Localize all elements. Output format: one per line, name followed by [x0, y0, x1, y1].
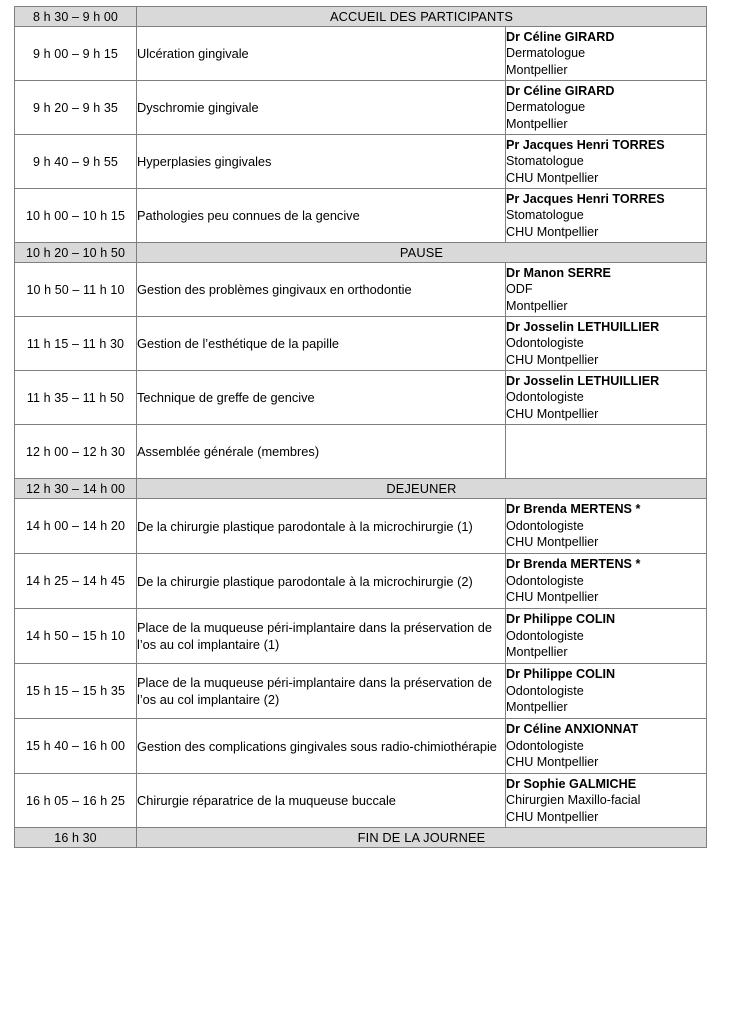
speaker-role: Odontologiste — [506, 573, 584, 588]
row-title: Gestion des complications gingivales sous radio-chimiothérapie — [137, 719, 506, 774]
table-row — [15, 317, 707, 371]
row-speaker — [506, 371, 707, 425]
row-speaker — [506, 425, 707, 479]
speaker-affiliation: CHU Montpellier — [506, 406, 599, 421]
row-banner-label: ACCUEIL DES PARTICIPANTS — [137, 7, 707, 27]
row-time: 9 h 40 – 9 h 55 — [15, 135, 137, 189]
row-time: 14 h 00 – 14 h 20 — [15, 499, 137, 554]
table-row — [15, 81, 707, 135]
row-title: De la chirurgie plastique parodontale à la microchirurgie (2) — [137, 554, 506, 609]
row-time: 12 h 30 – 14 h 00 — [15, 479, 137, 499]
speaker-role: Odontologiste — [506, 336, 584, 351]
speaker-name: Pr Jacques Henri TORRES — [506, 137, 665, 152]
speaker-affiliation: Montpellier — [506, 645, 568, 660]
row-banner-label: FIN DE LA JOURNEE — [137, 828, 707, 848]
row-title: Place de la muqueuse péri-implantaire dans la préservation de l’os au col implantaire (2) — [137, 664, 506, 719]
row-time: 10 h 00 – 10 h 15 — [15, 189, 137, 243]
speaker-affiliation: CHU Montpellier — [506, 224, 599, 239]
programme-table-body — [15, 7, 707, 848]
table-row — [15, 774, 707, 828]
speaker-role: Odontologiste — [506, 518, 584, 533]
table-row — [15, 7, 707, 27]
row-speaker — [506, 554, 707, 609]
speaker-role: Dermatologue — [506, 46, 586, 61]
table-row — [15, 425, 707, 479]
row-title: Assemblée générale (membres) — [137, 425, 506, 479]
row-speaker — [506, 609, 707, 664]
speaker-role: Odontologiste — [506, 738, 584, 753]
table-row — [15, 609, 707, 664]
row-time: 14 h 25 – 14 h 45 — [15, 554, 137, 609]
speaker-name: Dr Céline GIRARD — [506, 83, 615, 98]
table-row — [15, 499, 707, 554]
programme-table — [14, 6, 707, 848]
table-row — [15, 719, 707, 774]
row-time: 11 h 35 – 11 h 50 — [15, 371, 137, 425]
speaker-role: Chirurgien Maxillo-facial — [506, 793, 641, 808]
row-title: Ulcération gingivale — [137, 27, 506, 81]
row-speaker — [506, 317, 707, 371]
table-row — [15, 371, 707, 425]
speaker-name: Dr Céline ANXIONNAT — [506, 722, 639, 737]
row-speaker — [506, 719, 707, 774]
table-row — [15, 243, 707, 263]
speaker-affiliation: Montpellier — [506, 116, 568, 131]
row-speaker — [506, 189, 707, 243]
speaker-name: Dr Manon SERRE — [506, 265, 611, 280]
speaker-affiliation: CHU Montpellier — [506, 535, 599, 550]
row-time: 16 h 05 – 16 h 25 — [15, 774, 137, 828]
speaker-name: Dr Josselin LETHUILLIER — [506, 319, 660, 334]
row-title: Pathologies peu connues de la gencive — [137, 189, 506, 243]
speaker-name: Pr Jacques Henri TORRES — [506, 191, 665, 206]
row-time: 10 h 20 – 10 h 50 — [15, 243, 137, 263]
row-time: 12 h 00 – 12 h 30 — [15, 425, 137, 479]
speaker-role: Odontologiste — [506, 628, 584, 643]
row-title: Gestion de l’esthétique de la papille — [137, 317, 506, 371]
speaker-role: ODF — [506, 282, 533, 297]
table-row — [15, 479, 707, 499]
table-row — [15, 554, 707, 609]
row-time: 15 h 15 – 15 h 35 — [15, 664, 137, 719]
row-time: 14 h 50 – 15 h 10 — [15, 609, 137, 664]
speaker-affiliation: CHU Montpellier — [506, 352, 599, 367]
speaker-affiliation: Montpellier — [506, 298, 568, 313]
speaker-role: Stomatologue — [506, 154, 584, 169]
row-speaker — [506, 27, 707, 81]
speaker-name: Dr Brenda MERTENS * — [506, 557, 641, 572]
speaker-affiliation: CHU Montpellier — [506, 590, 599, 605]
speaker-affiliation: Montpellier — [506, 700, 568, 715]
row-speaker — [506, 499, 707, 554]
row-title: Hyperplasies gingivales — [137, 135, 506, 189]
row-speaker — [506, 664, 707, 719]
table-row — [15, 189, 707, 243]
table-row — [15, 135, 707, 189]
table-row — [15, 664, 707, 719]
speaker-name: Dr Brenda MERTENS * — [506, 502, 641, 517]
speaker-role: Dermatologue — [506, 100, 586, 115]
row-time: 11 h 15 – 11 h 30 — [15, 317, 137, 371]
row-time: 9 h 20 – 9 h 35 — [15, 81, 137, 135]
speaker-role: Odontologiste — [506, 390, 584, 405]
row-speaker — [506, 135, 707, 189]
row-banner-label: DEJEUNER — [137, 479, 707, 499]
row-speaker — [506, 81, 707, 135]
speaker-name: Dr Josselin LETHUILLIER — [506, 373, 660, 388]
row-title: Chirurgie réparatrice de la muqueuse buccale — [137, 774, 506, 828]
row-title: Technique de greffe de gencive — [137, 371, 506, 425]
row-title: Place de la muqueuse péri-implantaire dans la préservation de l’os au col implantaire (1) — [137, 609, 506, 664]
speaker-role: Stomatologue — [506, 208, 584, 223]
speaker-affiliation: CHU Montpellier — [506, 809, 599, 824]
speaker-affiliation: Montpellier — [506, 62, 568, 77]
row-title: De la chirurgie plastique parodontale à la microchirurgie (1) — [137, 499, 506, 554]
row-time: 10 h 50 – 11 h 10 — [15, 263, 137, 317]
row-time: 8 h 30 – 9 h 00 — [15, 7, 137, 27]
table-row — [15, 27, 707, 81]
speaker-role: Odontologiste — [506, 683, 584, 698]
speaker-name: Dr Céline GIRARD — [506, 29, 615, 44]
row-time: 15 h 40 – 16 h 00 — [15, 719, 137, 774]
row-time: 9 h 00 – 9 h 15 — [15, 27, 137, 81]
table-row — [15, 828, 707, 848]
row-time: 16 h 30 — [15, 828, 137, 848]
table-row — [15, 263, 707, 317]
speaker-name: Dr Sophie GALMICHE — [506, 776, 637, 791]
row-speaker — [506, 774, 707, 828]
row-speaker — [506, 263, 707, 317]
speaker-affiliation: CHU Montpellier — [506, 170, 599, 185]
speaker-affiliation: CHU Montpellier — [506, 755, 599, 770]
speaker-name: Dr Philippe COLIN — [506, 667, 616, 682]
row-title: Gestion des problèmes gingivaux en orthodontie — [137, 263, 506, 317]
row-title: Dyschromie gingivale — [137, 81, 506, 135]
speaker-name: Dr Philippe COLIN — [506, 612, 616, 627]
row-banner-label: PAUSE — [137, 243, 707, 263]
